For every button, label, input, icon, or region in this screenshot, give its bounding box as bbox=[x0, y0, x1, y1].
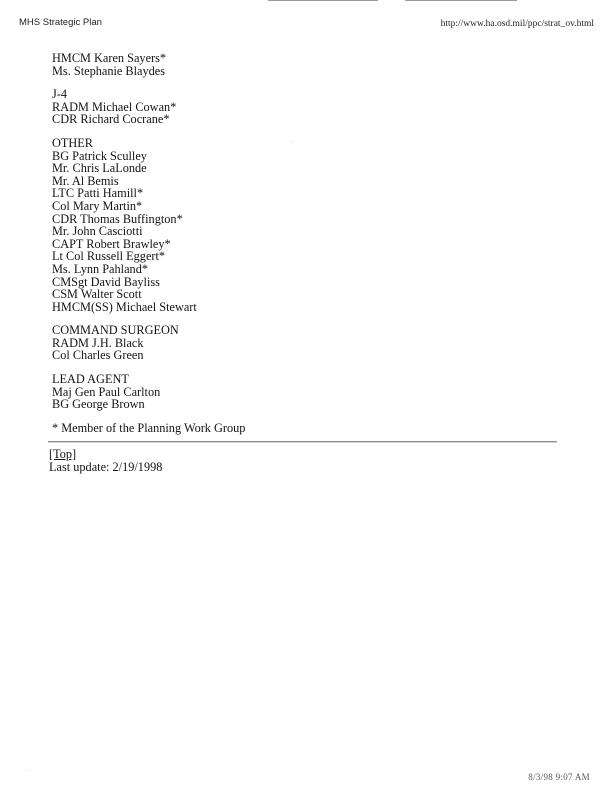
member-name: Mr. John Casciotti bbox=[52, 224, 143, 239]
member-name: RADM Michael Cowan* bbox=[52, 99, 177, 114]
member-name: HMCM Karen Sayers* bbox=[52, 51, 167, 65]
member-name: Mr. Chris LaLonde bbox=[52, 161, 147, 176]
group-heading: OTHER bbox=[52, 135, 93, 150]
member-name: BG Patrick Sculley bbox=[52, 148, 147, 163]
horizontal-divider bbox=[48, 441, 557, 443]
scan-speck: · bbox=[290, 138, 293, 147]
page-header-title: MHS Strategic Plan bbox=[19, 17, 102, 28]
page-header-url: http://www.ha.osd.mil/ppc/strat_ov.html bbox=[440, 19, 594, 29]
member-group-command-surgeon bbox=[52, 324, 572, 362]
planning-group-footnote: * Member of the Planning Work Group bbox=[52, 420, 246, 435]
member-group bbox=[52, 52, 572, 77]
top-link[interactable]: [Top] bbox=[49, 447, 77, 461]
top-scan-rule-left bbox=[268, 0, 378, 1]
member-list bbox=[52, 52, 572, 435]
last-update-text: Last update: 2/19/1998 bbox=[49, 460, 163, 474]
member-name: Ms. Stephanie Blaydes bbox=[52, 63, 166, 78]
group-heading: COMMAND SURGEON bbox=[52, 323, 179, 338]
member-name: CAPT Robert Brawley* bbox=[52, 236, 171, 251]
member-name: HMCM(SS) Michael Stewart bbox=[52, 299, 197, 314]
member-name: Mr. Al Bemis bbox=[52, 173, 119, 188]
scan-speck: ˙ ˙ bbox=[24, 768, 32, 777]
member-group-lead-agent bbox=[52, 373, 572, 411]
member-name: BG George Brown bbox=[52, 397, 145, 412]
member-name: Col Charles Green bbox=[52, 348, 144, 363]
member-name: CSM Walter Scott bbox=[52, 287, 142, 302]
group-heading: J-4 bbox=[52, 87, 68, 102]
member-name: CMSgt David Bayliss bbox=[52, 274, 160, 289]
member-name: LTC Patti Hamill* bbox=[52, 186, 144, 201]
top-link-container bbox=[49, 448, 76, 460]
group-heading: LEAD AGENT bbox=[52, 372, 129, 387]
member-name: RADM J.H. Black bbox=[52, 335, 144, 350]
member-name: CDR Richard Cocrane* bbox=[52, 112, 170, 127]
member-name: Maj Gen Paul Carlton bbox=[52, 384, 161, 399]
member-group-j4 bbox=[52, 88, 572, 126]
member-name: Lt Col Russell Eggert* bbox=[52, 249, 166, 264]
top-scan-rule-right bbox=[405, 0, 517, 1]
member-name: CDR Thomas Buffington* bbox=[52, 211, 183, 226]
member-group-other bbox=[52, 137, 572, 313]
print-timestamp: 8/3/98 9:07 AM bbox=[528, 772, 590, 782]
member-name: Ms. Lynn Pahland* bbox=[52, 261, 148, 276]
member-name: Col Mary Martin* bbox=[52, 198, 143, 213]
